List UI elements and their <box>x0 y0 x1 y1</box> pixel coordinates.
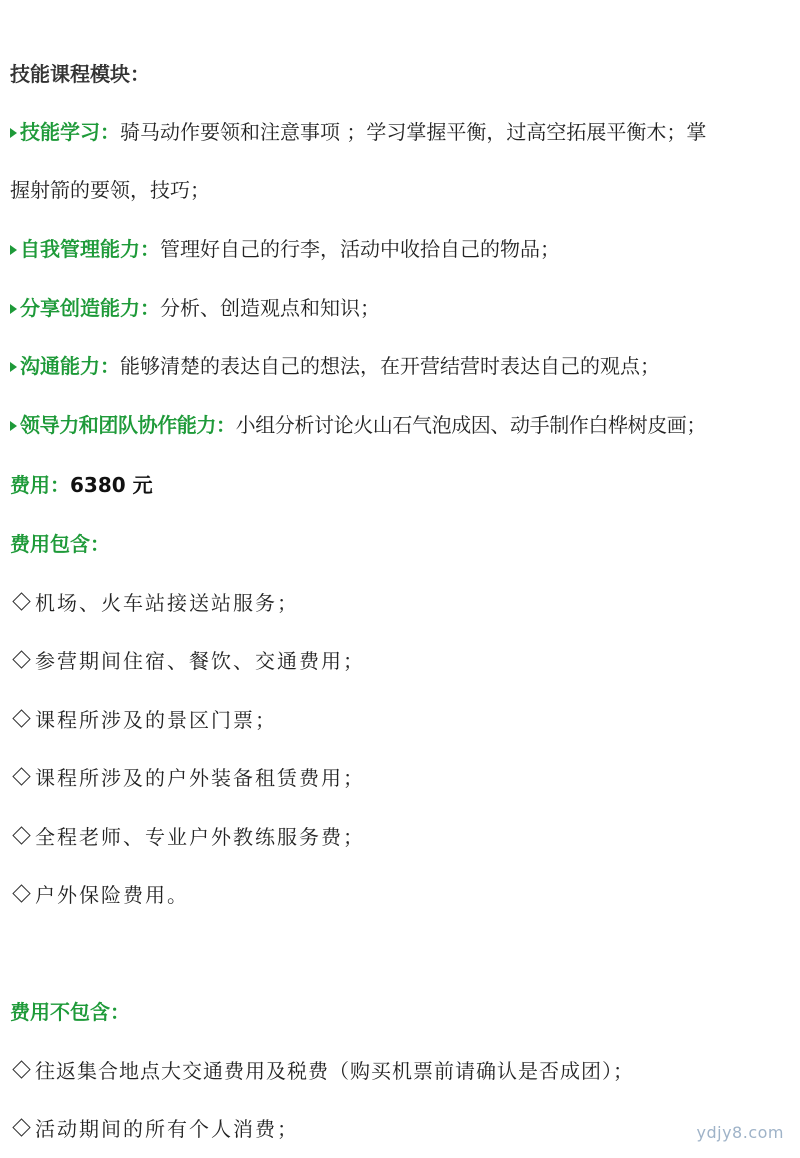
included-item <box>10 823 790 851</box>
included-heading-text: 费用包含： <box>10 532 110 556</box>
diamond-bullet-icon <box>12 650 30 668</box>
skill-text: 分析、创造观点和知识； <box>160 296 380 320</box>
included-item-text: 课程所涉及的景区门票； <box>35 708 277 732</box>
included-item-text: 机场、火车站接送站服务； <box>35 591 299 615</box>
excluded-heading <box>10 998 790 1026</box>
included-item <box>10 589 790 617</box>
skills-heading-text: 技能课程模块： <box>10 62 150 86</box>
fee-label: 费用： <box>10 473 70 497</box>
diamond-bullet-icon <box>12 884 30 902</box>
skill-item-communication <box>10 352 790 380</box>
included-item-text: 全程老师、专业户外教练服务费； <box>35 825 365 849</box>
skill-text: 小组分析讨论火山石气泡成因、动手制作白桦树皮画； <box>235 413 707 437</box>
skill-label: 领导力和团队协作能力： <box>20 413 236 437</box>
included-item-text: 课程所涉及的户外装备租赁费用； <box>35 766 365 790</box>
included-item-text: 参营期间住宿、餐饮、交通费用； <box>35 649 365 673</box>
skill-label: 技能学习： <box>20 120 120 144</box>
excluded-item-text: 活动期间的所有个人消费； <box>35 1117 299 1141</box>
included-item <box>10 706 790 734</box>
skill-item-learning-continued <box>10 176 790 204</box>
included-item-text: 户外保险费用。 <box>35 883 189 907</box>
diamond-bullet-icon <box>12 709 30 727</box>
triangle-bullet-icon <box>10 362 17 372</box>
skill-label: 沟通能力： <box>20 354 120 378</box>
skill-text: 能够清楚的表达自己的想法，在开营结营时表达自己的观点； <box>120 354 660 378</box>
diamond-bullet-icon <box>12 1060 30 1078</box>
skill-item-learning <box>10 118 790 146</box>
diamond-bullet-icon <box>12 826 30 844</box>
skill-text: 骑马动作要领和注意事项 ；学习掌握平衡，过高空拓展平衡木；掌 <box>120 120 707 144</box>
included-item <box>10 647 790 675</box>
skill-text: 握射箭的要领，技巧； <box>10 178 210 202</box>
excluded-item <box>10 1057 790 1085</box>
diamond-bullet-icon <box>12 767 30 785</box>
triangle-bullet-icon <box>10 304 17 314</box>
excluded-item-text: 往返集合地点大交通费用及税费（购买机票前请确认是否成团）； <box>35 1059 634 1083</box>
excluded-heading-text: 费用不包含： <box>10 1000 130 1024</box>
skill-item-self-management <box>10 235 790 263</box>
triangle-bullet-icon <box>10 128 17 138</box>
fee-value: 6380 元 <box>70 473 153 497</box>
included-item <box>10 881 790 909</box>
skill-text: 管理好自己的行李，活动中收拾自己的物品； <box>160 237 560 261</box>
excluded-item <box>10 1115 790 1143</box>
diamond-bullet-icon <box>12 1118 30 1136</box>
skills-heading <box>10 60 790 88</box>
skill-item-leadership <box>10 411 790 439</box>
triangle-bullet-icon <box>10 245 17 255</box>
skill-item-sharing <box>10 294 790 322</box>
fee-line <box>10 471 790 499</box>
triangle-bullet-icon <box>10 421 17 431</box>
included-heading <box>10 530 790 558</box>
included-item <box>10 764 790 792</box>
skill-label: 自我管理能力： <box>20 237 160 261</box>
skill-label: 分享创造能力： <box>20 296 160 320</box>
diamond-bullet-icon <box>12 592 30 610</box>
watermark: ydjy8.com <box>696 1123 784 1142</box>
